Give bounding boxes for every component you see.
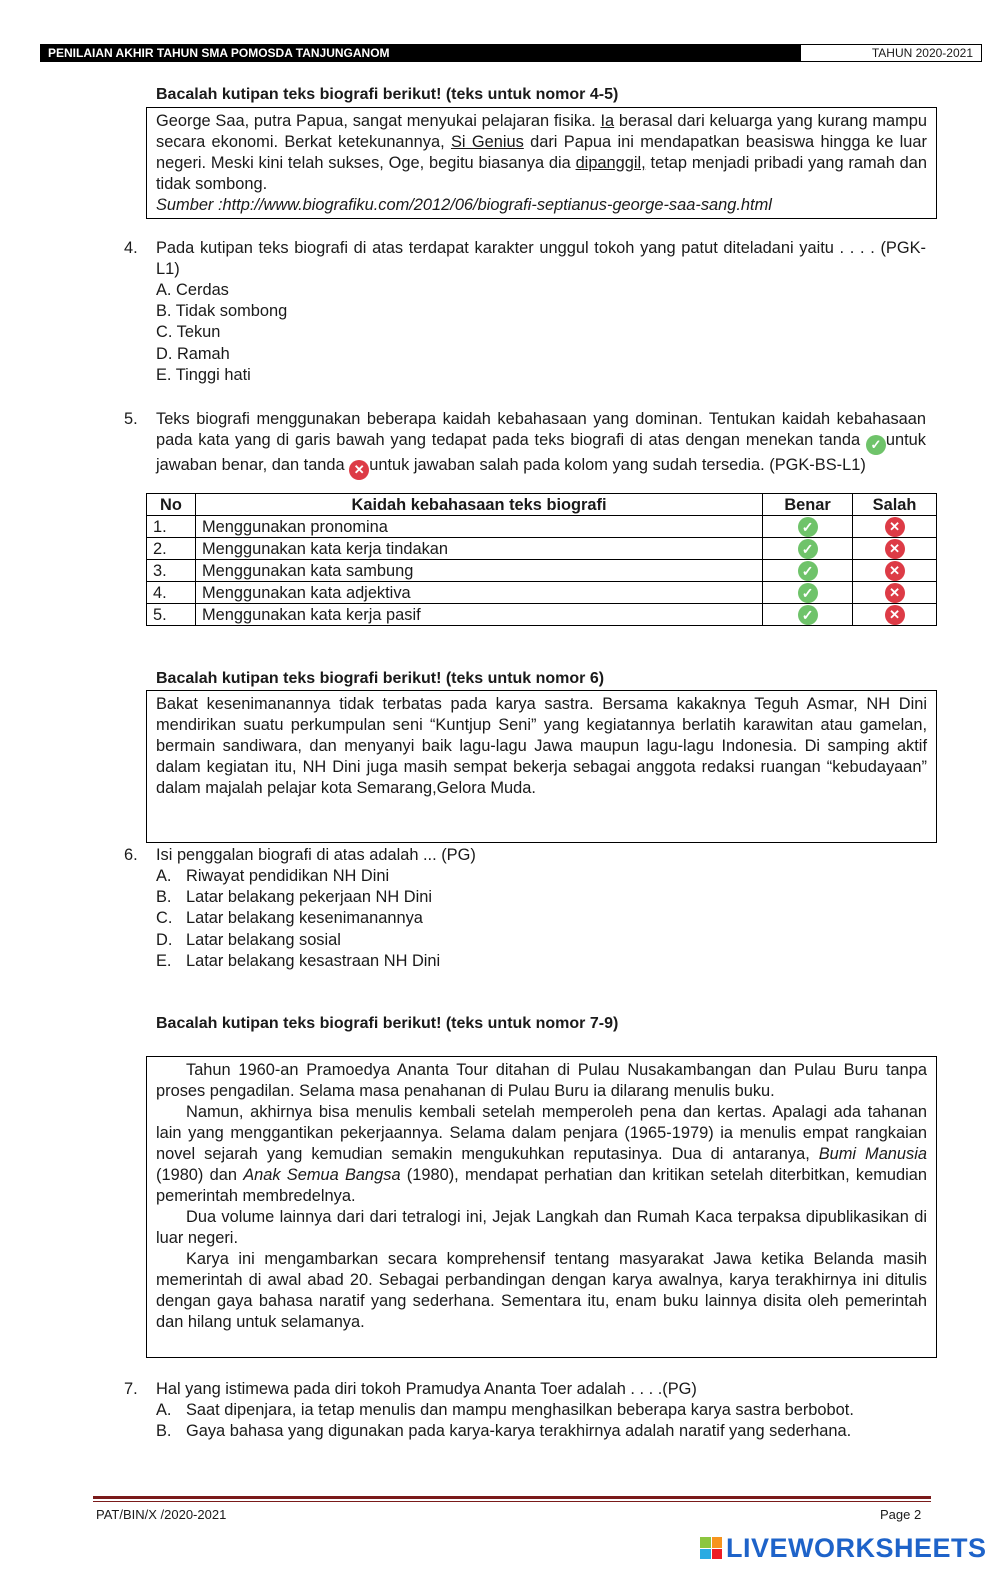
option-e[interactable]: E. Latar belakang kesastraan NH Dini <box>156 951 441 970</box>
kaidah-table <box>146 493 937 626</box>
salah-cross-icon[interactable]: ✕ <box>885 605 905 625</box>
excerpt-paragraph-4: Karya ini mengambarkan secara komprehensif tentang masyarakat Jawa ketika Belanda masih memerintah di awal abad 20. Sebagai perbandingan dengan karya awalnya, karya terakhirnya ini ditulis dengan gaya bahasa naratif yang sederhana. Sementara itu, enam buku lainnya disita oleh pemerintah dan hilang untuk selamanya. <box>156 1250 927 1331</box>
option-b[interactable]: B. Tidak sombong <box>156 302 288 321</box>
option-d[interactable]: D. Latar belakang sosial <box>156 930 341 949</box>
book-title-bumi-manusia: Bumi Manusia <box>818 1145 927 1163</box>
benar-check-icon[interactable]: ✓ <box>798 517 818 537</box>
row-text: Menggunakan kata kerja pasif <box>195 604 762 626</box>
section1-heading: Bacalah kutipan teks biografi berikut! (teks untuk nomor 4-5) <box>156 86 619 103</box>
row-text: Menggunakan kata adjektiva <box>195 582 762 604</box>
book-title-anak-semua-bangsa: Anak Semua Bangsa <box>243 1166 401 1184</box>
table-row <box>147 582 937 604</box>
section2-heading: Bacalah kutipan teks biografi berikut! (teks untuk nomor 6) <box>156 670 605 687</box>
table-header-row <box>147 494 937 516</box>
option-a[interactable]: A. Cerdas <box>156 281 229 299</box>
question-7-options <box>156 1400 926 1442</box>
excerpt-text: George Saa, putra Papua, sangat menyukai pelajaran fisika. Ia berasal dari keluarga yang kurang mampu secara ekonomi. Berkat ketekunannya, Si Genius dari Papua ini mendapatkan beasiswa hingga ke luar negeri. Meski kini telah sukses, Oge, begitu biasanya dia dipanggil, tetap menjadi pribadi yang ramah dan tidak sombong. <box>156 112 927 193</box>
option-c[interactable]: C. Latar belakang kesenimanannya <box>156 909 423 928</box>
option-c[interactable]: C. Tekun <box>156 323 221 342</box>
option-b[interactable]: B. Latar belakang pekerjaan NH Dini <box>156 888 433 907</box>
table-row <box>147 516 937 538</box>
benar-check-icon[interactable]: ✓ <box>798 561 818 581</box>
biography-excerpt-pramoedya <box>146 1056 937 1358</box>
excerpt-paragraph-1: Tahun 1960-an Pramoedya Ananta Tour ditahan di Pulau Nusakambangan dan Pulau Buru tanpa proses pengadilan. Selama masa penahanan di Pulau Buru ia dilarang menulis buku. <box>156 1061 927 1100</box>
question-text: Hal yang istimewa pada diri tokoh Pramudya Ananta Toer adalah . . . .(PG) <box>156 1380 697 1398</box>
footer-divider-thin <box>93 1501 931 1502</box>
benar-check-icon[interactable]: ✓ <box>798 605 818 625</box>
question-text: Isi penggalan biografi di atas adalah ... (PG) <box>156 846 476 864</box>
page-number: Page 2 <box>880 1507 922 1522</box>
question-6 <box>124 845 926 972</box>
excerpt-paragraph-2: Namun, akhirnya bisa menulis kembali setelah memperoleh pena dan kertas. Apalagi ada tahanan lain yang menggantikan pekerjaannya. Selama dalam penjara (1965-1979) ia menulis empat rangkaian novel sejarah yang kemudian semakin mengukuhkan reputasinya. Dua di antaranya, Bumi Manusia (1980) dan Anak Semua Bangsa (1980), mendapat perhatian dan kritikan setelah diterbitkan, kemudian pemerintah membredelnya. <box>156 1103 927 1205</box>
col-header-no: No <box>147 494 196 516</box>
row-no: 3. <box>147 560 196 582</box>
question-4-options <box>156 280 926 386</box>
row-text: Menggunakan kata sambung <box>195 560 762 582</box>
option-b[interactable]: B. Gaya bahasa yang digunakan pada karya-karya terakhirnya adalah naratif yang sederhana. <box>156 1422 852 1441</box>
excerpt-source: Sumber :http://www.biografiku.com/2012/06/biografi-septianus-george-saa-sang.html <box>156 196 772 214</box>
salah-cross-icon[interactable]: ✕ <box>885 583 905 603</box>
question-text: Teks biografi menggunakan beberapa kaidah kebahasaan yang dominan. Tentukan kaidah kebahasaan pada kata yang di garis bawah yang tedapat pada teks biografi di atas dengan menekan tanda ✓ untuk jawaban benar, dan tanda ✕ untuk jawaban salah pada kolom yang sudah tersedia. (PGK-BS-L1) <box>156 409 926 480</box>
biography-excerpt-nh-dini <box>146 690 937 843</box>
liveworksheets-logo <box>700 1533 987 1563</box>
option-d[interactable]: D. Ramah <box>156 344 230 363</box>
header-year: TAHUN 2020-2021 <box>800 44 982 62</box>
option-a[interactable]: A. Riwayat pendidikan NH Dini <box>156 867 390 885</box>
row-text: Menggunakan pronomina <box>195 516 762 538</box>
row-no: 1. <box>147 516 196 538</box>
check-icon: ✓ <box>866 435 886 455</box>
option-e[interactable]: E. Tinggi hati <box>156 365 251 384</box>
row-no: 2. <box>147 538 196 560</box>
excerpt-text: Bakat kesenimanannya tidak terbatas pada karya sastra. Bersama kakaknya Teguh Asmar, NH Dini mendirikan suatu perkumpulan seni “Kuntjup Seni” yang kegiatannya berlatih karawitan atau gamelan, bermain sandiwara, dan menyanyi baik lagu-lagu Jawa maupun lagu-lagu Indonesia. Di samping aktif dalam kegiatan itu, NH Dini juga masih sempat bekerja sebagai anggota redaksi ruangan “kebudayaan” dalam majalah pelajar kota Semarang,Gelora Muda. <box>156 695 927 797</box>
question-text: Pada kutipan teks biografi di atas terdapat karakter unggul tokoh yang patut diteladani yaitu . . . . (PGK-L1) <box>156 239 926 278</box>
table-row <box>147 560 937 582</box>
page-header <box>40 44 982 62</box>
salah-cross-icon[interactable]: ✕ <box>885 539 905 559</box>
section3-heading: Bacalah kutipan teks biografi berikut! (teks untuk nomor 7-9) <box>156 1015 619 1032</box>
question-7 <box>124 1379 926 1442</box>
question-6-options <box>156 866 926 972</box>
liveworksheets-icon <box>700 1537 722 1559</box>
footer-code: PAT/BIN/X /2020-2021 <box>96 1507 227 1522</box>
row-text: Menggunakan kata kerja tindakan <box>195 538 762 560</box>
question-number: 5. <box>124 410 138 428</box>
biography-excerpt-george-saa <box>146 107 937 219</box>
col-header-benar: Benar <box>763 494 853 516</box>
question-number: 7. <box>124 1380 138 1398</box>
question-4 <box>124 238 926 386</box>
benar-check-icon[interactable]: ✓ <box>798 583 818 603</box>
table-row <box>147 538 937 560</box>
question-5 <box>124 409 926 480</box>
benar-check-icon[interactable]: ✓ <box>798 539 818 559</box>
col-header-salah: Salah <box>853 494 937 516</box>
col-header-kaidah: Kaidah kebahasaan teks biografi <box>195 494 762 516</box>
underlined-word-ia: Ia <box>600 112 615 130</box>
row-no: 5. <box>147 604 196 626</box>
footer-divider <box>93 1496 931 1499</box>
header-title: PENILAIAN AKHIR TAHUN SMA POMOSDA TANJUNGANOM <box>40 44 800 62</box>
question-number: 6. <box>124 846 138 864</box>
underlined-word-dipanggil: dipanggil, <box>575 154 646 172</box>
question-number: 4. <box>124 239 138 257</box>
table-row <box>147 604 937 626</box>
excerpt-paragraph-3: Dua volume lainnya dari dari tetralogi ini, Jejak Langkah dan Rumah Kaca terpaksa dipublikasikan di luar negeri. <box>156 1208 927 1247</box>
brand-name: LIVEWORKSHEETS <box>726 1532 987 1563</box>
cross-icon: ✕ <box>349 460 369 480</box>
salah-cross-icon[interactable]: ✕ <box>885 517 905 537</box>
salah-cross-icon[interactable]: ✕ <box>885 561 905 581</box>
row-no: 4. <box>147 582 196 604</box>
underlined-word-si-genius: Si Genius <box>450 133 524 151</box>
option-a[interactable]: A. Saat dipenjara, ia tetap menulis dan mampu menghasilkan beberapa karya sastra berbobot. <box>156 1401 854 1419</box>
